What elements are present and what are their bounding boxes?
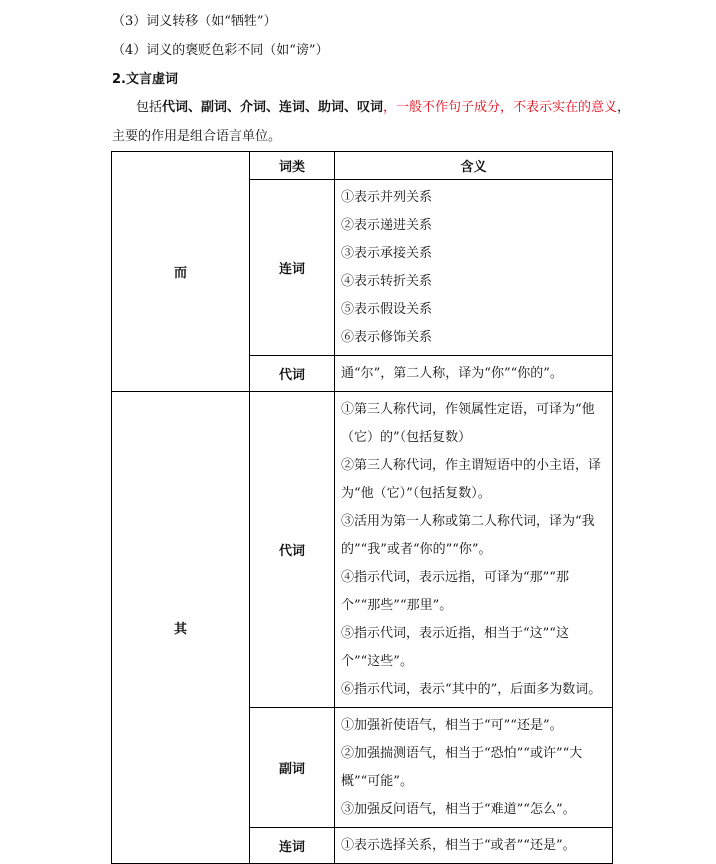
- intro-paragraph-line2: 主要的作用是组合语言单位。: [112, 129, 282, 144]
- header-meaning: 含义: [335, 152, 613, 180]
- word-qi: 其: [112, 392, 250, 864]
- pos-qi-lianci: 连词: [250, 828, 335, 864]
- item-3: （3）词义转移（如“牺牲”）: [112, 14, 277, 29]
- para-prefix: 包括: [136, 100, 163, 115]
- meaning-item: ⑤指示代词，表示近指，相当于“这”“这个”“这些”。: [341, 626, 569, 669]
- pos-er-daici: 代词: [250, 356, 335, 392]
- meanings-qi-fuci: [335, 708, 613, 828]
- meanings-qi-daici: [335, 392, 613, 708]
- pos-qi-daici: 代词: [250, 392, 335, 708]
- item-4: （4）词义的褒贬色彩不同（如“谤”）: [112, 43, 329, 58]
- meaning-item: ①表示选择关系，相当于“或者”“还是”。: [341, 838, 576, 853]
- meaning-er-daici: [335, 356, 613, 392]
- para-end: ，: [617, 100, 631, 115]
- header-pos: 词类: [250, 152, 335, 180]
- meaning-item: ②第三人称代词，作主谓短语中的小主语，译为“他（它）”（包括复数）。: [341, 458, 602, 501]
- meaning-item: ①第三人称代词，作领属性定语，可译为“他（它）的”（包括复数）: [341, 402, 595, 445]
- meaning-item: ④指示代词，表示远指，可译为“那”“那个”“那些”“那里”。: [341, 570, 569, 613]
- pos-qi-fuci: 副词: [250, 708, 335, 828]
- table-row: [112, 392, 613, 708]
- section-heading: 2.文言虚词: [112, 72, 178, 87]
- meaning-item: ②加强揣测语气，相当于“恐怕”“或许”“大概”“可能”。: [341, 746, 583, 789]
- meaning-item: ④表示转折关系: [341, 274, 433, 289]
- para-red: ，一般不作句子成分，不表示实在的意义: [383, 100, 618, 115]
- meaning-item: ③加强反问语气，相当于“难道”“怎么”。: [341, 802, 576, 817]
- word-er: 而: [112, 152, 250, 392]
- meanings-er-lianci: [335, 180, 613, 356]
- meaning-item: ②表示递进关系: [341, 218, 433, 233]
- meaning-item: ⑥指示代词，表示“其中的”，后面多为数词。: [341, 682, 602, 697]
- para-bold: 代词、副词、介词、连词、助词、叹词: [162, 100, 384, 115]
- meaning-item: ①加强祈使语气，相当于“可”“还是”。: [341, 718, 563, 733]
- meaning-item: ③活用为第一人称或第二人称代词，译为“我的”“我”或者“你的”“你”。: [341, 514, 595, 557]
- meaning-item: 通“尔”，第二人称，译为“你”“你的”。: [341, 366, 563, 381]
- meaning-item: ①表示并列关系: [341, 190, 433, 205]
- meaning-item: ③表示承接关系: [341, 246, 433, 261]
- intro-paragraph-line1: [136, 98, 630, 118]
- meaning-item: ⑥表示修饰关系: [341, 330, 433, 345]
- pos-er-lianci: 连词: [250, 180, 335, 356]
- table-header-row: [112, 152, 613, 180]
- meaning-item: ⑤表示假设关系: [341, 302, 433, 317]
- meaning-qi-lianci: [335, 828, 613, 864]
- function-words-table: [111, 151, 613, 864]
